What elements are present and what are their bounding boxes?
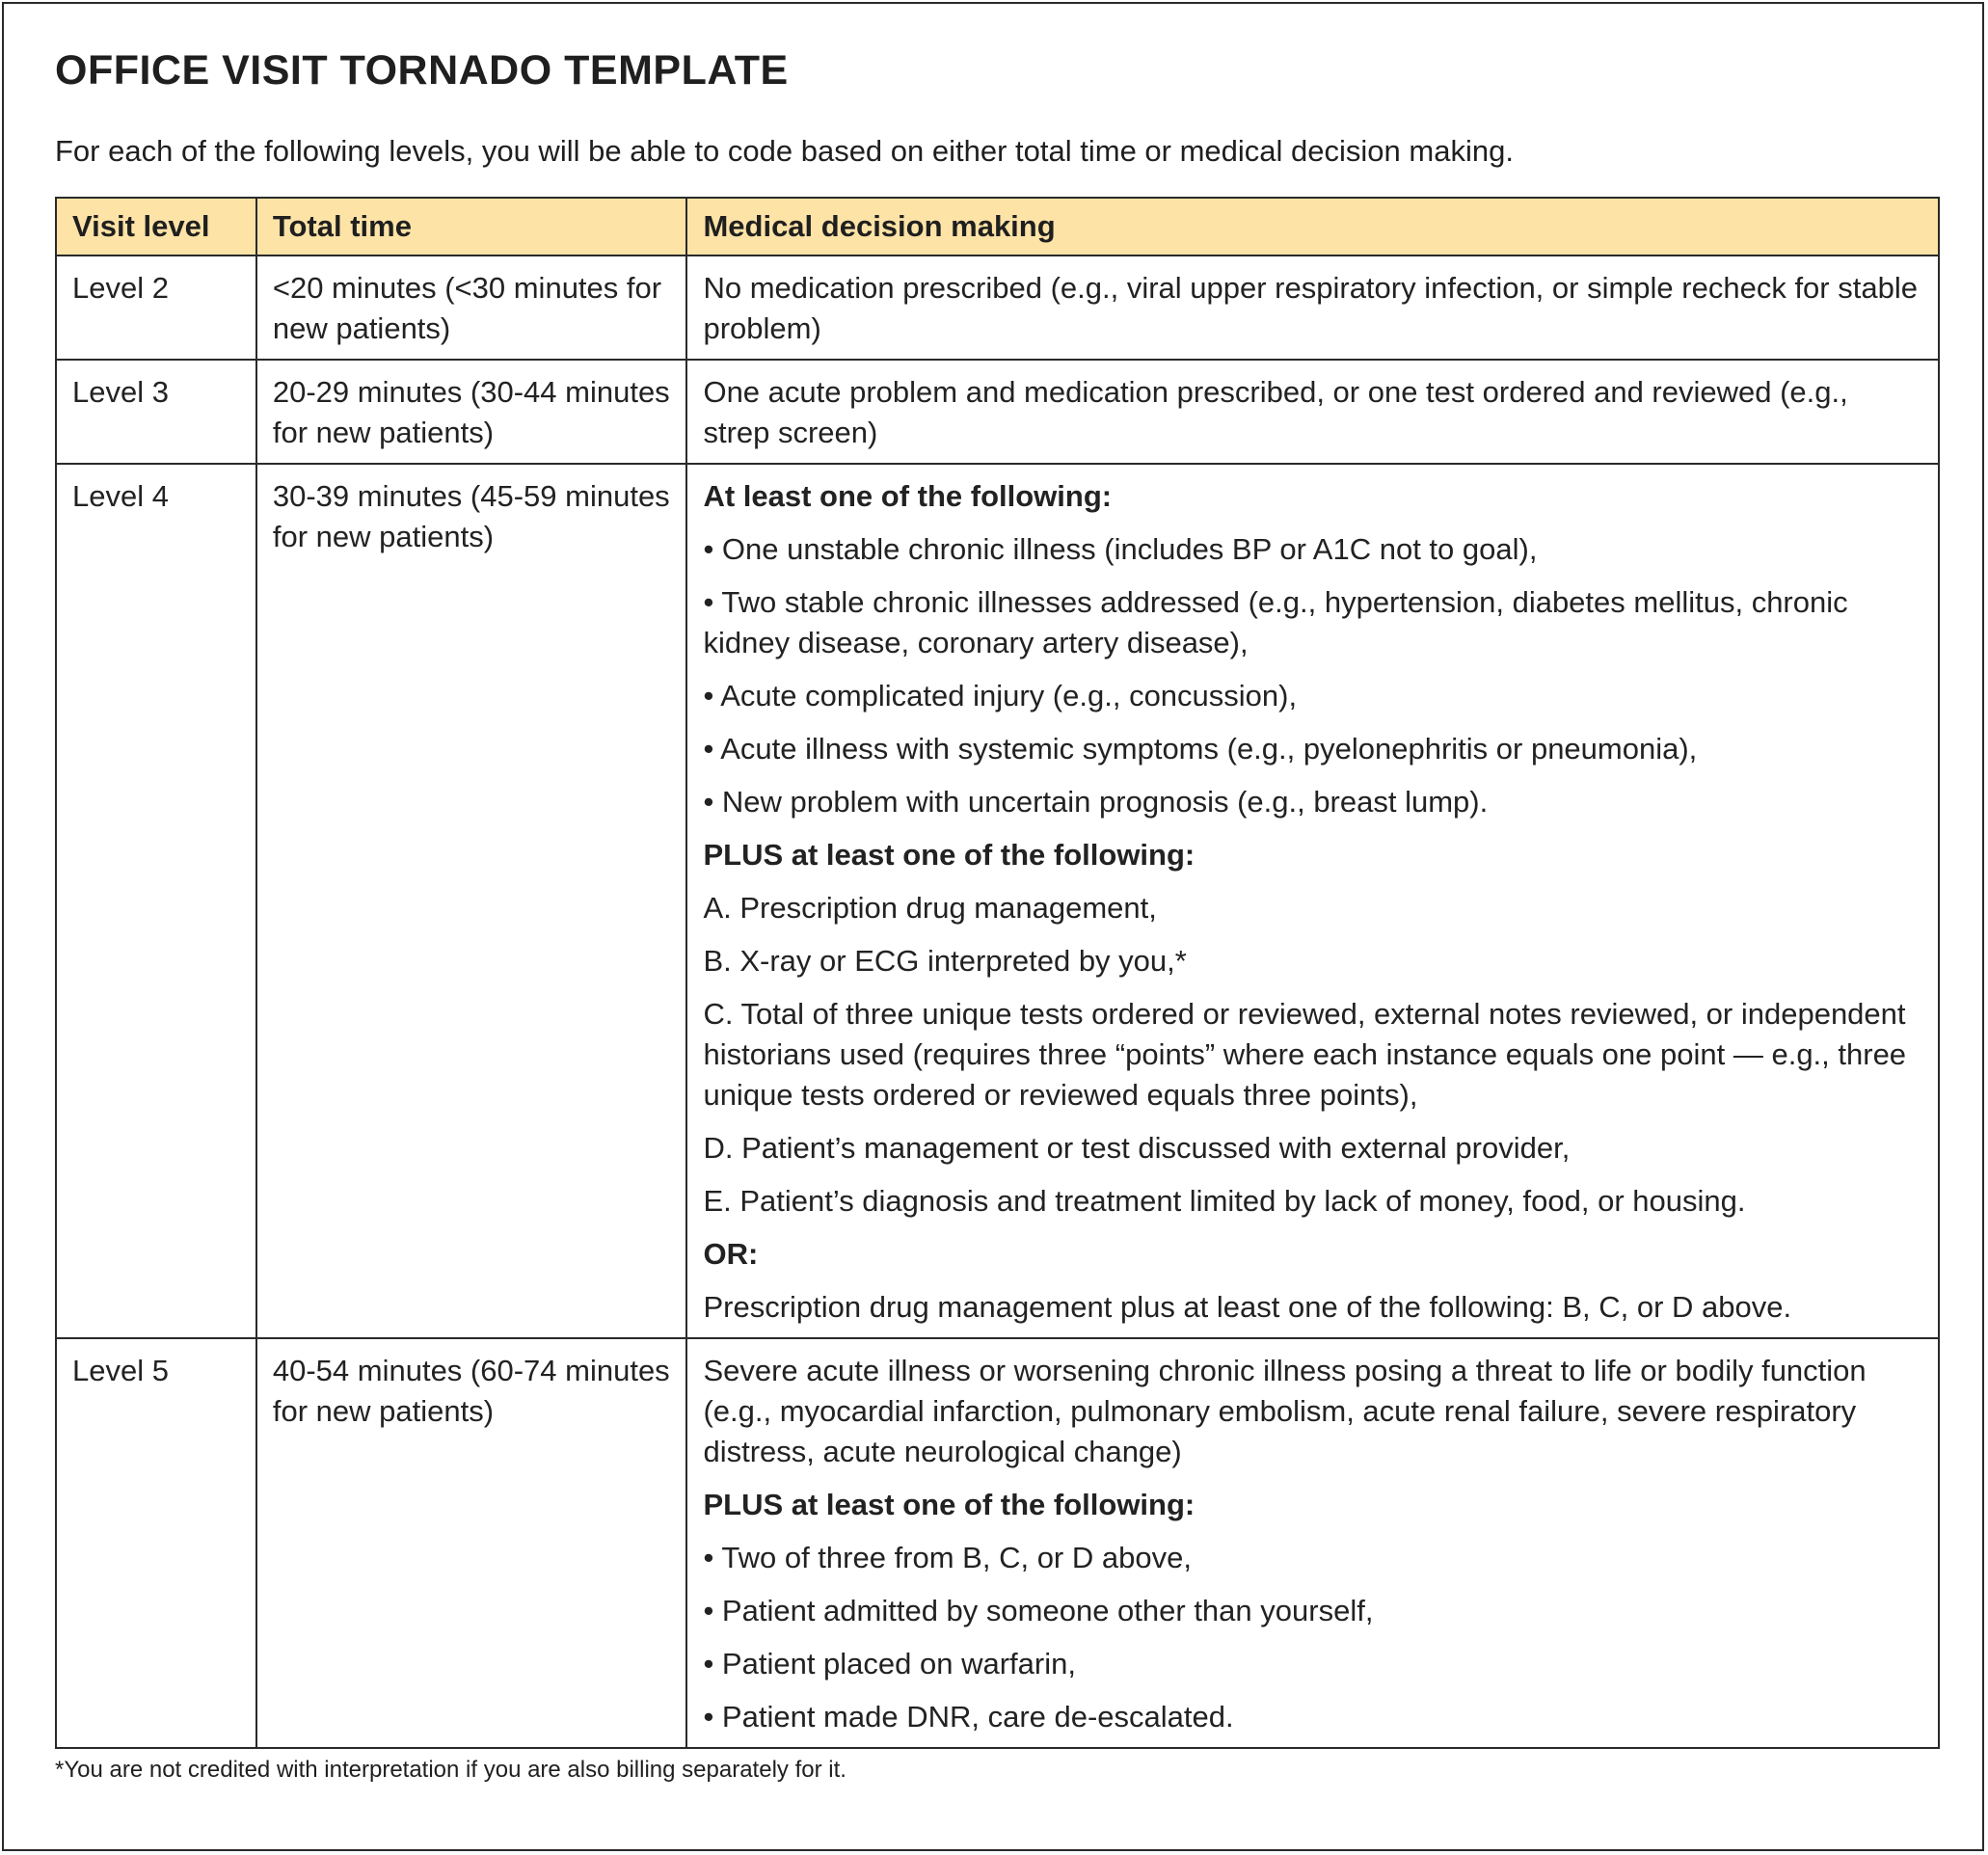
level-cell: Level 4 [56, 464, 256, 1338]
time-cell: 40-54 minutes (60-74 minutes for new patients) [256, 1338, 687, 1748]
header-mdm: Medical decision making [686, 198, 1939, 255]
mdm-option: D. Patient’s management or test discussed with external provider, [703, 1131, 1571, 1165]
time-cell: 20-29 minutes (30-44 minutes for new patients) [256, 360, 687, 464]
mdm-option: B. X-ray or ECG interpreted by you,* [703, 944, 1187, 978]
mdm-bullet: • Acute illness with systemic symptoms (e.g., pyelonephritis or pneumonia), [703, 732, 1698, 766]
mdm-option: E. Patient’s diagnosis and treatment limited by lack of money, food, or housing. [703, 1184, 1746, 1218]
mdm-bullet: • Two stable chronic illnesses addressed (e.g., hypertension, diabetes mellitus, chronic kidney disease, coronary artery disease), [703, 585, 1848, 659]
mdm-bullet: • Patient made DNR, care de-escalated. [703, 1700, 1234, 1734]
mdm-text: Severe acute illness or worsening chronic illness posing a threat to life or bodily function (e.g., myocardial infarction, pulmonary embolism, acute renal failure, severe respiratory distress, acute neurological change) [703, 1354, 1867, 1468]
mdm-bullet: • Patient admitted by someone other than yourself, [703, 1594, 1374, 1627]
table-row [56, 1338, 1939, 1748]
mdm-bullet: • Patient placed on warfarin, [703, 1647, 1076, 1680]
table-row [56, 360, 1939, 464]
time-cell: <20 minutes (<30 minutes for new patients) [256, 255, 687, 360]
coding-table [55, 197, 1940, 1749]
mdm-text: One acute problem and medication prescribed, or one test ordered and reviewed (e.g., strep screen) [703, 375, 1848, 449]
level-cell: Level 5 [56, 1338, 256, 1748]
level-cell: Level 3 [56, 360, 256, 464]
table-row [56, 255, 1939, 360]
mdm-cell [686, 255, 1939, 360]
table-row [56, 464, 1939, 1338]
mdm-option: A. Prescription drug management, [703, 891, 1157, 925]
mdm-subheading: At least one of the following: [703, 479, 1113, 513]
mdm-bullet: • One unstable chronic illness (includes BP or A1C not to goal), [703, 532, 1538, 566]
mdm-option: C. Total of three unique tests ordered or reviewed, external notes reviewed, or independent historians used (requires three “points” where each instance equals one point — e.g., three unique tests ordered or reviewed equals three points), [703, 997, 1907, 1112]
mdm-cell [686, 464, 1939, 1338]
mdm-bullet: • Two of three from B, C, or D above, [703, 1541, 1192, 1574]
page-title: OFFICE VISIT TORNADO TEMPLATE [55, 47, 789, 94]
mdm-bullet: • Acute complicated injury (e.g., concussion), [703, 679, 1298, 712]
level-cell: Level 2 [56, 255, 256, 360]
mdm-cell [686, 1338, 1939, 1748]
header-visit-level: Visit level [56, 198, 256, 255]
mdm-cell [686, 360, 1939, 464]
mdm-subheading: OR: [703, 1237, 759, 1271]
table-header-row [56, 198, 1939, 255]
mdm-text: Prescription drug management plus at least one of the following: B, C, or D above. [703, 1290, 1792, 1324]
header-total-time: Total time [256, 198, 687, 255]
time-cell: 30-39 minutes (45-59 minutes for new patients) [256, 464, 687, 1338]
mdm-bullet: • New problem with uncertain prognosis (e.g., breast lump). [703, 785, 1489, 819]
mdm-text: No medication prescribed (e.g., viral upper respiratory infection, or simple recheck for stable problem) [703, 271, 1918, 345]
footnote: *You are not credited with interpretation if you are also billing separately for it. [55, 1757, 846, 1783]
mdm-subheading: PLUS at least one of the following: [703, 838, 1195, 872]
page-frame [2, 2, 1984, 1851]
intro-text: For each of the following levels, you will be able to code based on either total time or medical decision making. [55, 134, 1514, 168]
mdm-subheading: PLUS at least one of the following: [703, 1488, 1195, 1521]
